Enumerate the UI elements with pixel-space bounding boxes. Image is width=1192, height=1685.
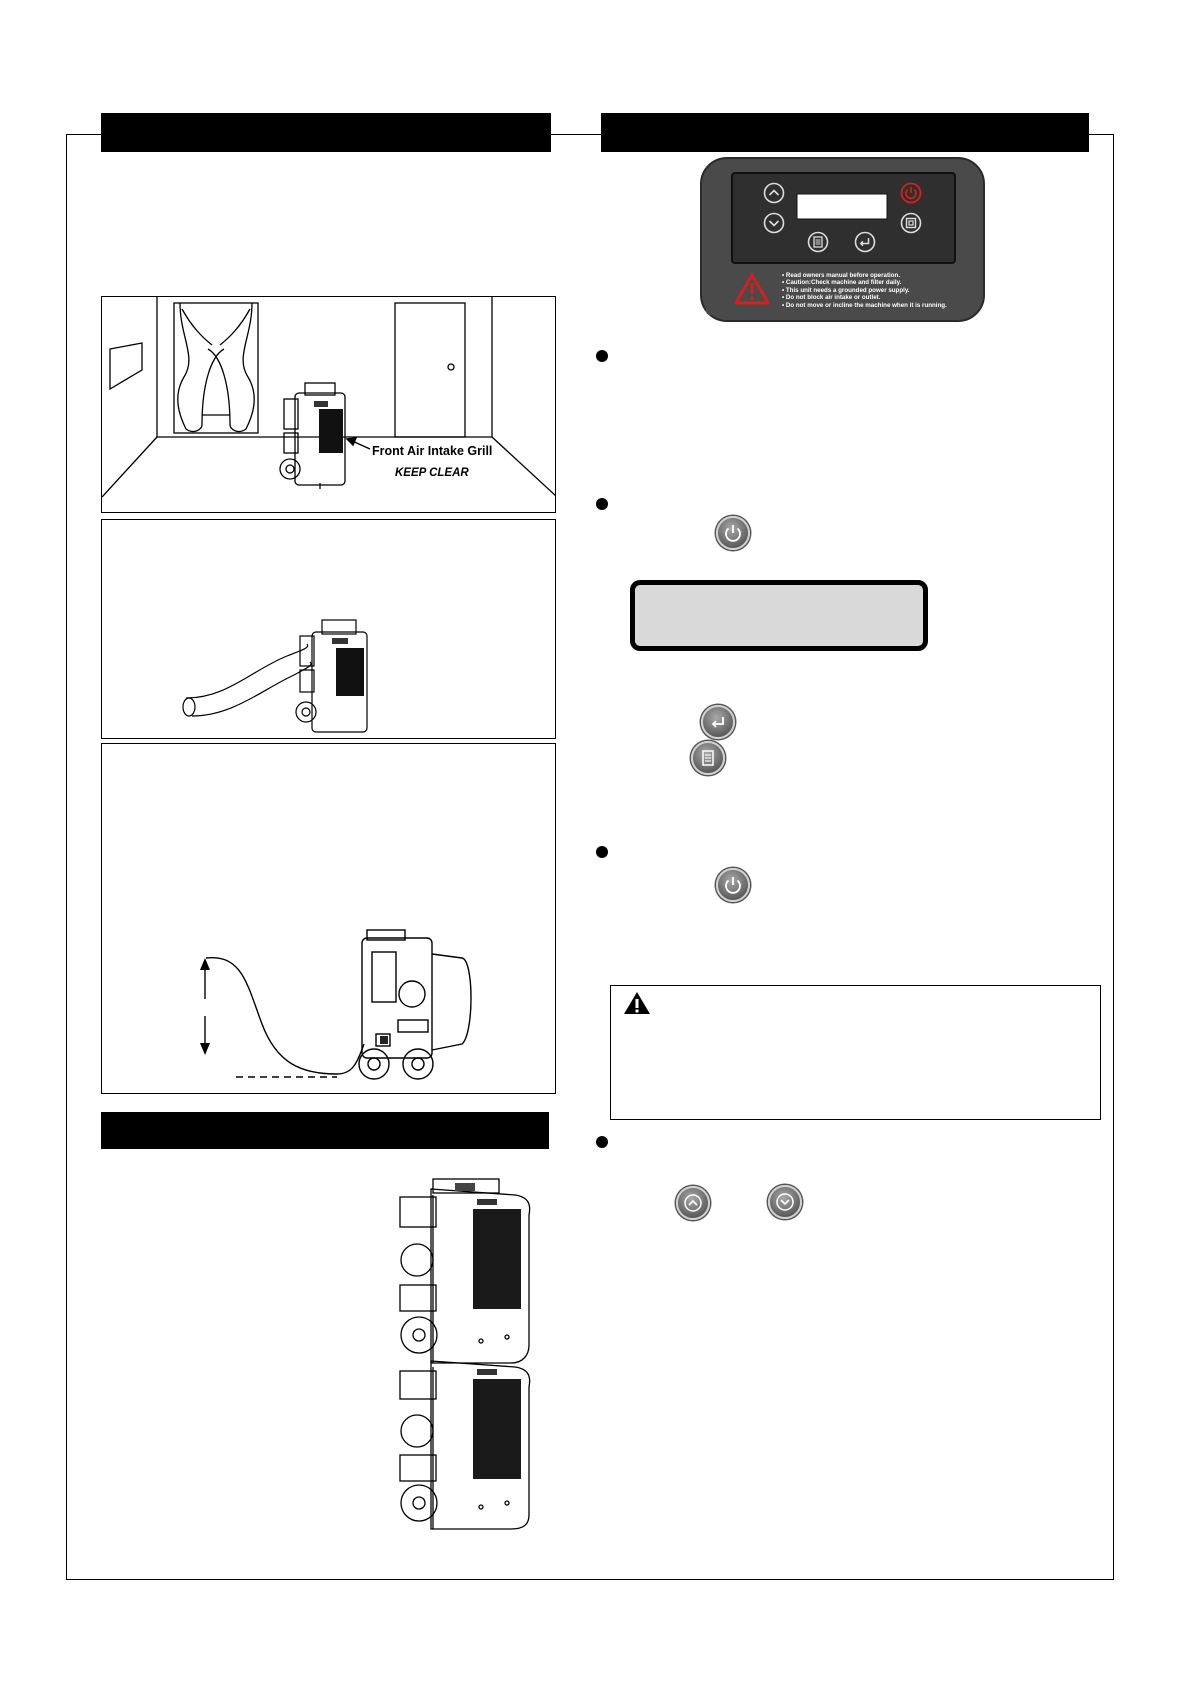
down-button-inline[interactable] xyxy=(768,1185,802,1219)
panel-power-button[interactable] xyxy=(900,182,922,204)
left-section-header-bar xyxy=(101,113,551,152)
panel-menu-button[interactable] xyxy=(807,231,829,253)
menu-icon xyxy=(693,743,723,773)
power-button-inline-2[interactable] xyxy=(716,868,750,902)
warning-icon xyxy=(622,990,652,1016)
lcd-display xyxy=(630,580,928,651)
menu-button-inline[interactable] xyxy=(691,741,725,775)
enter-icon xyxy=(703,707,733,737)
bullet-4 xyxy=(596,1136,608,1148)
keep-clear-label: KEEP CLEAR xyxy=(395,467,469,479)
drain-hose-illustration xyxy=(101,743,556,1094)
warning-line: • This unit needs a grounded power supply. xyxy=(782,286,910,294)
chevron-up-icon xyxy=(678,1188,708,1218)
warning-line: • Caution:Check machine and filter daily. xyxy=(782,279,902,287)
room-placement-illustration xyxy=(101,296,556,513)
power-icon xyxy=(718,518,748,548)
ducting-illustration xyxy=(101,519,556,739)
panel-enter-button[interactable] xyxy=(854,231,876,253)
power-button-inline[interactable] xyxy=(716,516,750,550)
bullet-1 xyxy=(596,350,608,362)
warning-line: • Read owners manual before operation. xyxy=(782,272,901,279)
power-icon xyxy=(718,870,748,900)
panel-up-button[interactable] xyxy=(763,182,785,204)
enter-button-inline[interactable] xyxy=(701,705,735,739)
control-panel-warnings xyxy=(782,272,947,309)
warning-line: • Do not move or incline the machine when it is running. xyxy=(782,301,947,309)
panel-down-button[interactable] xyxy=(763,212,785,234)
stacking-section-header-bar xyxy=(101,1112,549,1149)
enter-icon xyxy=(854,231,876,253)
right-section-header-bar xyxy=(601,113,1089,152)
mode-icon xyxy=(900,212,922,234)
warning-line: • Do not block air intake or outlet. xyxy=(782,294,881,302)
stacked-units-illustration xyxy=(395,1175,535,1530)
front-air-intake-callout: Front Air Intake Grill xyxy=(372,444,493,458)
chevron-up-icon xyxy=(763,182,785,204)
bullet-2 xyxy=(596,498,608,510)
up-button-inline[interactable] xyxy=(676,1186,710,1220)
bullet-3 xyxy=(596,846,608,858)
menu-icon xyxy=(807,231,829,253)
chevron-down-icon xyxy=(763,212,785,234)
caution-box xyxy=(610,985,1101,1120)
chevron-down-icon xyxy=(770,1187,800,1217)
power-icon xyxy=(900,182,922,204)
panel-mode-button[interactable] xyxy=(900,212,922,234)
